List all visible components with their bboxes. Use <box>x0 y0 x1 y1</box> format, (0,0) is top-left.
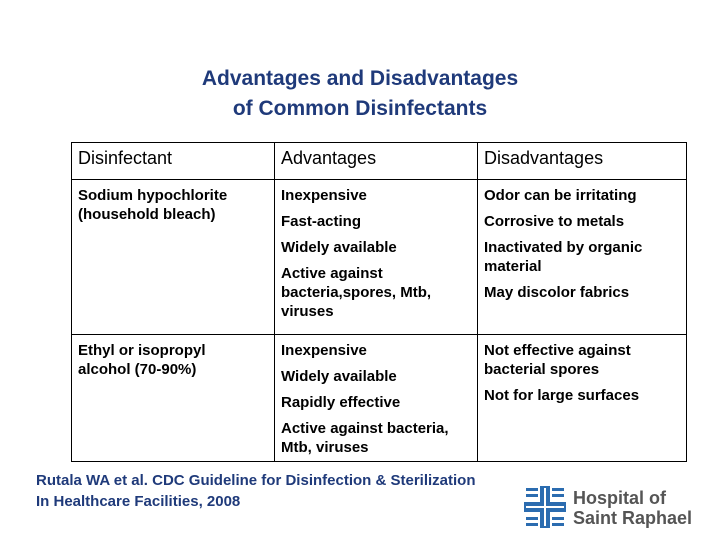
table-header-row <box>72 143 687 180</box>
disinfectant-line: Ethyl or isopropyl <box>78 342 206 359</box>
advantage-item: Inexpensive <box>281 187 367 204</box>
disadvantage-item: Not for large surfaces <box>484 387 640 404</box>
cell-advantages <box>275 180 478 335</box>
disadvantage-item: May discolor fabrics <box>484 284 630 301</box>
slide-title-line2: of Common Disinfectants <box>232 97 488 120</box>
cell-disinfectant <box>72 335 275 462</box>
disadvantage-item: Inactivated by organic material <box>484 239 643 275</box>
table-row <box>72 335 687 462</box>
hospital-cross-logo-icon <box>524 486 566 528</box>
slide-title-line1: Advantages and Disadvantages <box>201 67 519 90</box>
logo-text <box>573 488 692 528</box>
disinfectant-line: Sodium hypochlorite <box>78 187 228 204</box>
advantage-item: Rapidly effective <box>281 394 401 411</box>
advantage-item: Fast-acting <box>281 213 362 230</box>
advantage-item: Inexpensive <box>281 342 367 359</box>
advantage-item: Active against bacteria, Mtb, viruses <box>281 420 449 456</box>
disadvantage-item: Corrosive to metals <box>484 213 625 230</box>
cell-disadvantages <box>478 335 687 462</box>
header-disinfectant: Disinfectant <box>72 143 275 180</box>
advantage-item: Active against bacteria,spores, Mtb, viruses <box>281 265 432 320</box>
disinfectant-line: (household bleach) <box>78 206 216 223</box>
hospital-logo <box>524 486 694 530</box>
table-row <box>72 180 687 335</box>
disadvantage-item: Odor can be irritating <box>484 187 637 204</box>
advantage-item: Widely available <box>281 239 397 256</box>
citation-line: In Healthcare Facilities, 2008 <box>36 493 241 510</box>
logo-line: Saint Raphael <box>573 508 693 528</box>
disadvantage-item: Not effective against bacterial spores <box>484 342 631 378</box>
citation-line: Rutala WA et al. CDC Guideline for Disinfection & Sterilization <box>36 472 476 489</box>
disinfectant-line: alcohol (70-90%) <box>78 361 197 378</box>
cell-disinfectant <box>72 180 275 335</box>
cell-disadvantages <box>478 180 687 335</box>
header-advantages: Advantages <box>275 143 478 180</box>
cell-advantages <box>275 335 478 462</box>
citation <box>36 470 476 512</box>
advantage-item: Widely available <box>281 368 397 385</box>
logo-line: Hospital of <box>573 488 666 508</box>
slide-title <box>0 64 720 124</box>
disinfectants-table <box>71 142 687 462</box>
header-disadvantages: Disadvantages <box>478 143 687 180</box>
